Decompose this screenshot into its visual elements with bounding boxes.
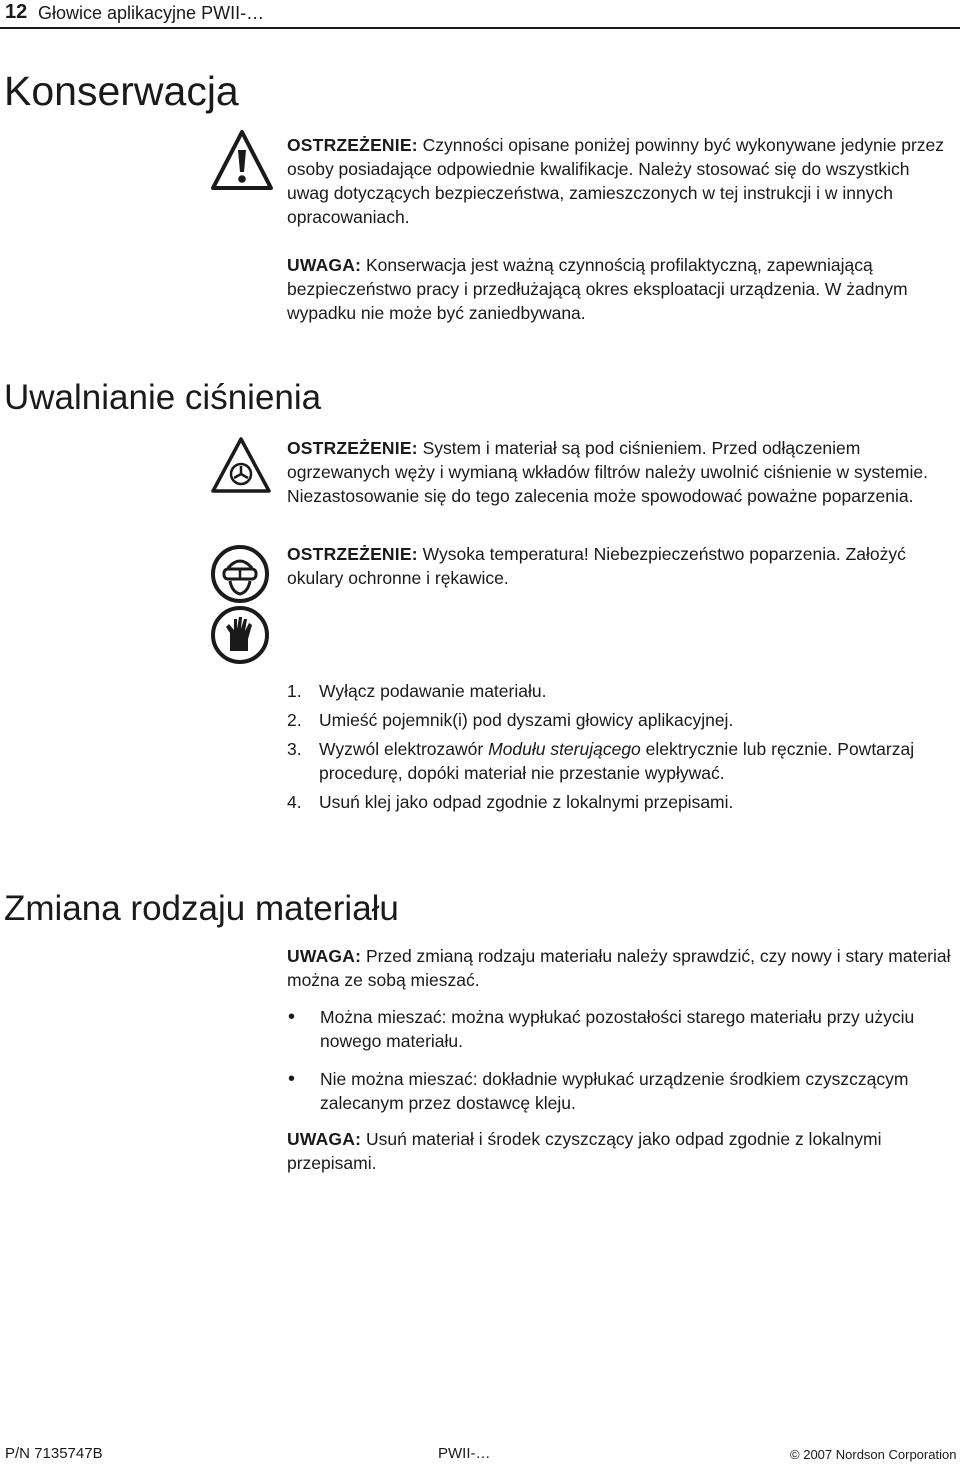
bullet-text: Nie można mieszać: dokładnie wypłukać urządzenie środkiem czyszczącym zalecanym przez dostawcę kleju.	[320, 1069, 909, 1113]
exclamation-triangle-icon	[210, 128, 274, 197]
list-item	[287, 708, 952, 732]
warning-text: Wysoka temperatura! Niebezpieczeństwo poparzenia. Założyć okulary ochronne i rękawice.	[287, 544, 906, 588]
note-text: Usuń materiał i środek czyszczący jako odpad zgodnie z lokalnymi przepisami.	[287, 1129, 882, 1173]
step-text-part: elektrycznie lub ręcznie. Powtarzaj procedurę, dopóki materiał nie przestanie wypływać.	[319, 739, 915, 783]
step-number: 1.	[287, 681, 302, 701]
copyright	[790, 1447, 956, 1462]
step-text: Wyłącz podawanie materiału.	[319, 681, 547, 701]
safety-goggles-icon	[210, 544, 270, 609]
warning-paragraph-3	[287, 542, 952, 590]
heading-uwalnianie: Uwalnianie ciśnienia	[4, 378, 322, 417]
bullet-list	[287, 1005, 952, 1115]
footer-doc: PWII-…	[438, 1445, 491, 1462]
warning-paragraph-1	[287, 133, 952, 229]
running-title: Głowice aplikacyjne PWII-…	[38, 3, 265, 23]
warning-paragraph-2	[287, 436, 952, 508]
warning-label: OSTRZEŻENIE:	[287, 135, 418, 155]
copyright-symbol: ©	[790, 1447, 800, 1462]
step-text	[319, 737, 952, 785]
step-number: 4.	[287, 792, 302, 812]
list-item	[287, 737, 952, 785]
note-label: UWAGA:	[287, 255, 362, 275]
warning-text: Czynności opisane poniżej powinny być wykonywane jedynie przez osoby posiadające odpowiednie kwalifikacje. Należy stosować się do wszystkich uwag dotyczących bezpieczeństwa, zamieszczonych w tej instrukcji i w innych opracowaniach.	[287, 135, 945, 227]
note-paragraph-3	[287, 1127, 952, 1175]
step-text: Umieść pojemnik(i) pod dyszami głowicy aplikacyjnej.	[319, 710, 734, 730]
page-number: 12	[5, 1, 28, 23]
list-item	[287, 1067, 952, 1115]
step-number: 3.	[287, 739, 302, 759]
bullet: •	[288, 1068, 296, 1090]
list-item	[287, 679, 952, 703]
warning-label: OSTRZEŻENIE:	[287, 438, 418, 458]
copyright-text: 2007 Nordson Corporation	[803, 1447, 957, 1462]
note-label: UWAGA:	[287, 1129, 362, 1149]
warning-text: System i materiał są pod ciśnieniem. Przed odłączeniem ogrzewanych węży i wymianą wkładów filtrów należy uwolnić ciśnienie w systemie. Niezastosowanie się do tego zalecenia może spowodować poważne poparzenia.	[287, 438, 928, 506]
heading-konserwacja: Konserwacja	[4, 68, 239, 114]
list-item	[287, 1005, 952, 1053]
note-text: Konserwacja jest ważną czynnością profilaktyczną, zapewniającą bezpieczeństwo pracy i przedłużającą okres eksploatacji urządzenia. W żadnym wypadku nie może być zaniedbywana.	[287, 255, 908, 323]
protective-gloves-icon	[210, 605, 270, 670]
header-rule	[0, 27, 960, 29]
step-text: Usuń klej jako odpad zgodnie z lokalnymi przepisami.	[319, 792, 734, 812]
step-number: 2.	[287, 710, 302, 730]
list-item	[287, 790, 952, 814]
bullet: •	[288, 1006, 296, 1028]
step-text-part: Wyzwól elektrozawór	[319, 739, 489, 759]
note-text: Przed zmianą rodzaju materiału należy sprawdzić, czy nowy i stary materiał można ze sobą mieszać.	[287, 946, 951, 990]
steps-list	[287, 679, 952, 814]
note-label: UWAGA:	[287, 946, 362, 966]
heading-zmiana: Zmiana rodzaju materiału	[4, 889, 399, 928]
warning-label: OSTRZEŻENIE:	[287, 544, 418, 564]
note-paragraph-2	[287, 944, 952, 992]
module-name: Modułu sterującego	[488, 739, 641, 759]
part-number: P/N 7135747B	[5, 1445, 103, 1462]
bullet-text: Można mieszać: można wypłukać pozostałości starego materiału przy użyciu nowego materiału.	[320, 1007, 915, 1051]
pressure-hazard-icon	[210, 436, 272, 499]
note-paragraph-1	[287, 253, 952, 325]
